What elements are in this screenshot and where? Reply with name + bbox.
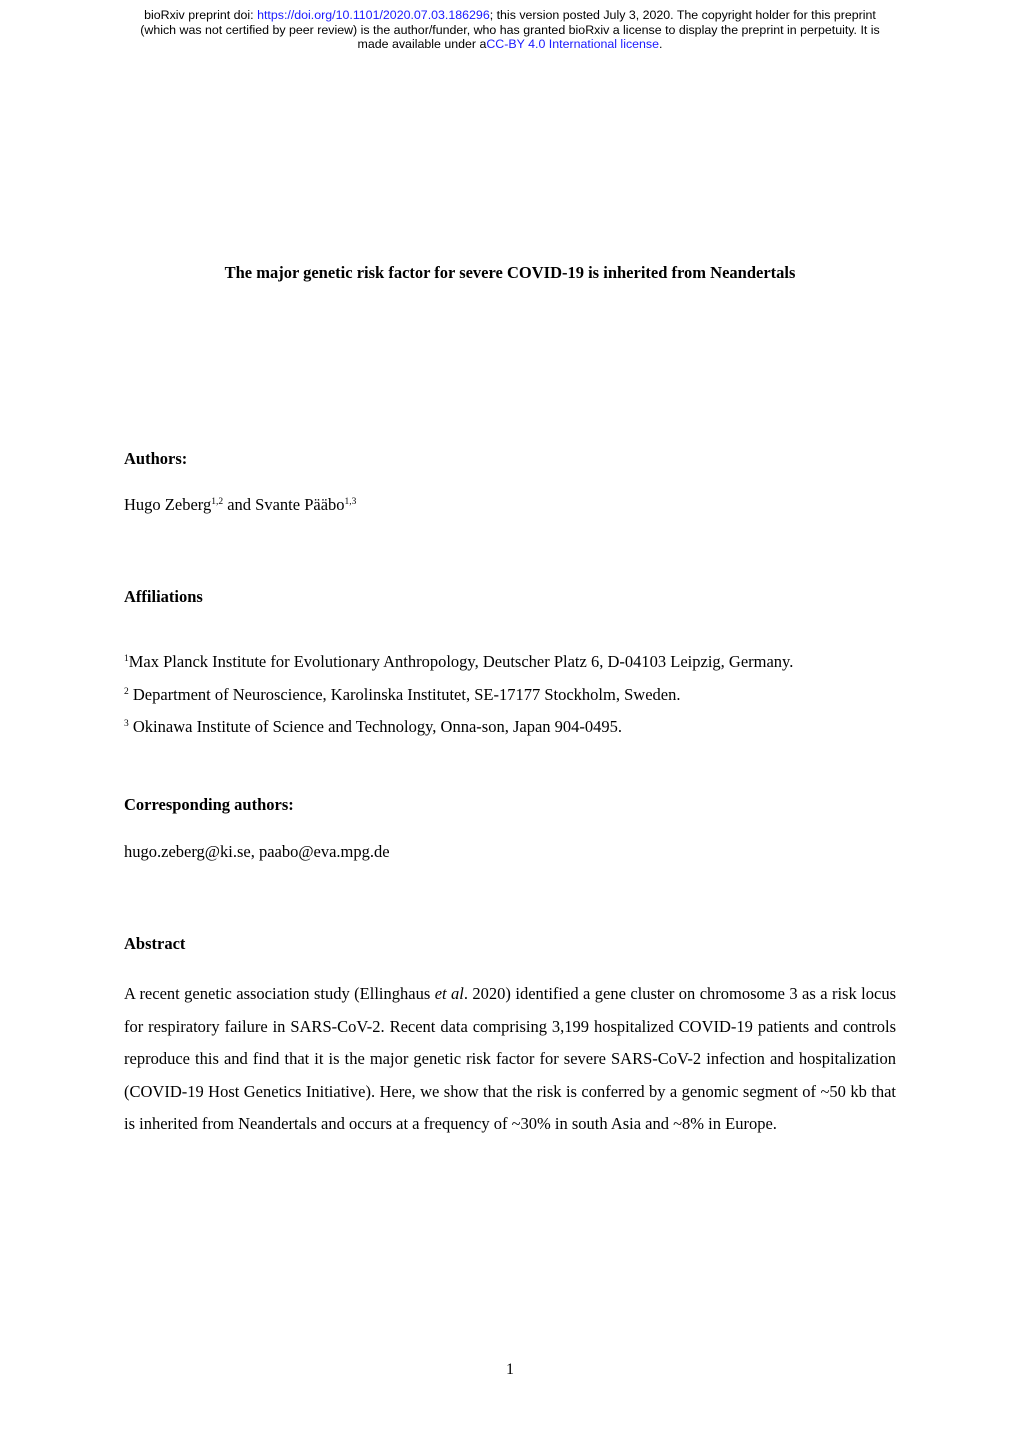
notice-posted-text: ; this version posted July 3, 2020. The copyright holder for this preprint (489, 8, 876, 22)
author-1-name: Hugo Zeberg (124, 495, 212, 514)
affiliation-1-text: Max Planck Institute for Evolutionary Anthropology, Deutscher Platz 6, D-04103 Leipzig, Germany. (128, 652, 794, 671)
author-2-affiliation-marks: 1,3 (344, 496, 357, 507)
affiliation-1-mark: 1 (124, 653, 129, 664)
affiliation-2 (124, 685, 680, 705)
license-link[interactable]: CC-BY 4.0 International license (486, 37, 660, 51)
affiliation-2-mark: 2 (124, 686, 129, 697)
abstract-text-rest: . 2020) identified a gene cluster on chromosome 3 as a risk locus for respiratory failure in SARS-CoV-2. Recent data comprising 3,199 hospitalized COVID-19 patients and controls reproduce this and find that it is the major genetic risk factor for severe SARS-CoV-2 infection and hospitalization (COVID-19 Host Genetics Initiative). Here, we show that the risk is conferred by a genomic segment of ~50 kb that is inherited from Neandertals and occurs at a frequency of ~30% in south Asia and ~8% in Europe. (124, 984, 896, 1133)
affiliation-2-text: Department of Neuroscience, Karolinska Institutet, SE-17177 Stockholm, Sweden. (128, 685, 681, 704)
notice-line-1 (20, 8, 1000, 23)
notice-license-suffix: . (659, 37, 663, 51)
preprint-notice (20, 8, 1000, 52)
author-list (124, 495, 356, 515)
notice-doi-prefix: bioRxiv preprint doi: (144, 8, 258, 22)
affiliation-1 (124, 652, 793, 672)
abstract-body (124, 978, 896, 1141)
abstract-text-start: A recent genetic association study (Ellinghaus (124, 984, 435, 1003)
abstract-heading: Abstract (124, 934, 186, 953)
notice-line-2: (which was not certified by peer review) is the author/funder, who has granted bioRxiv a license to display the preprint in perpetuity. It is (140, 22, 880, 37)
notice-line-3 (20, 37, 1000, 52)
corresponding-emails: hugo.zeberg@ki.se, paabo@eva.mpg.de (124, 842, 390, 861)
affiliations-heading: Affiliations (124, 587, 203, 606)
author-1-affiliation-marks: 1,2 (211, 496, 224, 507)
page-number: 1 (506, 1361, 514, 1378)
corresponding-authors-heading: Corresponding authors: (124, 795, 294, 814)
paper-title: The major genetic risk factor for severe COVID-19 is inherited from Neandertals (224, 263, 796, 282)
notice-license-prefix: made available under a (357, 37, 487, 51)
doi-link[interactable]: https://doi.org/10.1101/2020.07.03.186296 (257, 8, 490, 22)
author-2-name: Svante Pääbo (255, 495, 345, 514)
abstract-et-al: et al (434, 984, 464, 1003)
affiliation-3 (124, 717, 622, 737)
affiliation-3-text: Okinawa Institute of Science and Technology, Onna-son, Japan 904-0495. (128, 717, 623, 736)
authors-conjunction: and (223, 495, 256, 514)
authors-heading: Authors: (124, 449, 188, 468)
affiliation-3-mark: 3 (124, 718, 129, 729)
